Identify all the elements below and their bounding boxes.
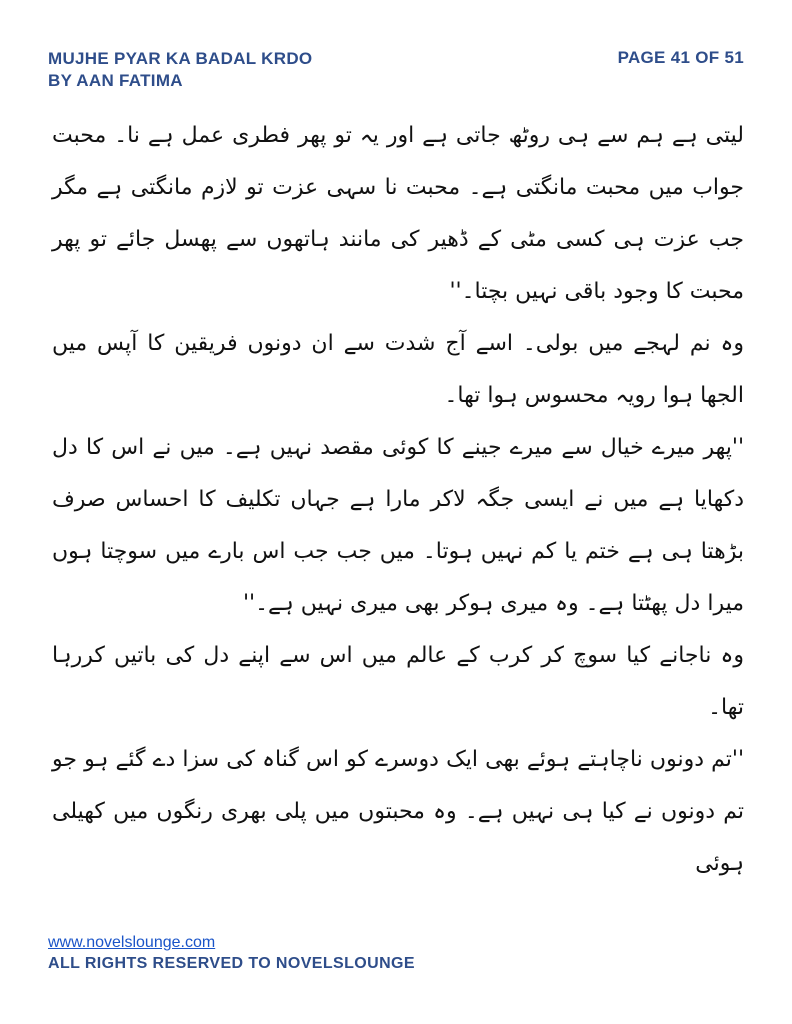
page-number: PAGE 41 OF 51	[617, 48, 744, 67]
paragraph-4: وہ ناجانے کیا سوچ کر کرب کے عالم میں اس سے اپنے دل کی باتیں کررہا تھا۔	[52, 643, 744, 720]
paragraph-2: وہ نم لہجے میں بولی۔ اسے آج شدت سے ان دونوں فریقین کا آپس میں الجھا ہوا رویہ محسوس ہوا تھا۔	[52, 331, 744, 408]
page-footer	[48, 933, 415, 975]
header-book-info	[48, 48, 312, 92]
book-title: MUJHE PYAR KA BADAL KRDO	[48, 49, 313, 68]
rights-notice: ALL RIGHTS RESERVED TO NOVELSLOUNGE	[48, 955, 415, 972]
paragraph-1: لیتی ہے ہم سے ہی روٹھ جاتی ہے اور یہ تو پھر فطری عمل ہے نا۔ محبت جواب میں محبت مانگتی ہے۔ محبت نا سہی عزت تو لازم مانگتی ہے مگر جب عزت ہی کسی مٹی کے ڈھیر کی مانند ہاتھوں سے پھسل جائے تو پھر محبت کا وجود باقی نہیں بچتا۔''	[52, 123, 744, 304]
website-link[interactable]: www.novelslounge.com	[48, 934, 216, 951]
book-author: BY AAN FATIMA	[48, 71, 183, 90]
novel-text	[52, 110, 744, 890]
paragraph-3: ''پھر میرے خیال سے میرے جینے کا کوئی مقصد نہیں ہے۔ میں نے اس کا دل دکھایا ہے میں نے ایسی جگہ لاکر مارا ہے جہاں تکلیف کا احساس صرف بڑھتا ہی ہے ختم یا کم نہیں ہوتا۔ میں جب جب اس بارے میں سوچتا ہوں میرا دل پھٹتا ہے۔ وہ میری ہوکر بھی میری نہیں ہے۔''	[52, 435, 744, 616]
paragraph-5: ''تم دونوں ناچاہتے ہوئے بھی ایک دوسرے کو اس گناہ کی سزا دے گئے ہو جو تم دونوں نے کیا ہی نہیں ہے۔ وہ محبتوں میں پلی بھری رنگوں میں کھیلی ہوئی	[52, 747, 744, 876]
